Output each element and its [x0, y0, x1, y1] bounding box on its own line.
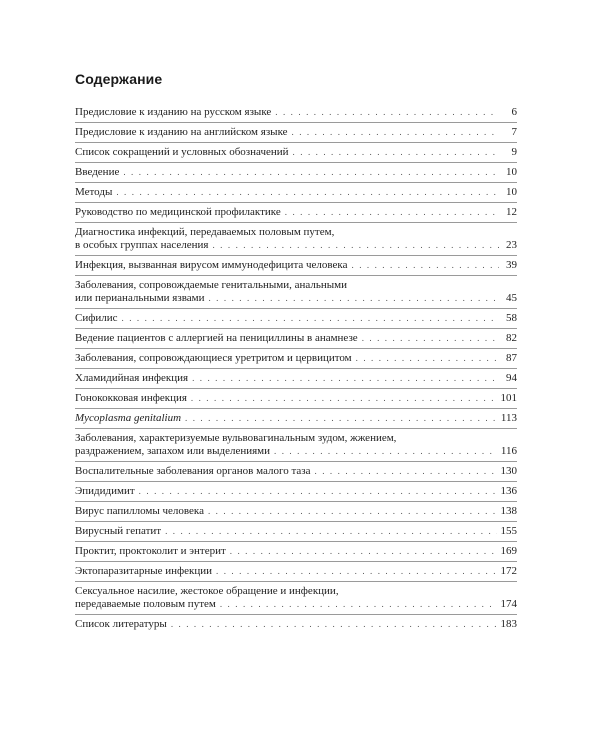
toc-entry-title: Предисловие к изданию на английском языке	[75, 126, 288, 138]
toc-entry[interactable]	[75, 143, 517, 163]
toc-dot-leader	[192, 372, 499, 385]
toc-entry[interactable]	[75, 276, 517, 309]
toc-entry-line-continued	[75, 432, 517, 445]
toc-entry[interactable]	[75, 522, 517, 542]
toc-entry-title: Диагностика инфекций, передаваемых половым путем,	[75, 226, 335, 238]
toc-entry-line	[75, 146, 517, 159]
toc-page-number: 172	[500, 565, 517, 577]
toc-dot-leader	[139, 485, 497, 498]
toc-entry-line	[75, 465, 517, 478]
toc-entry-line	[75, 412, 517, 425]
toc-entry[interactable]	[75, 256, 517, 276]
toc-page-number: 130	[500, 465, 517, 477]
toc-page-number: 101	[500, 392, 517, 404]
toc-entry-line	[75, 352, 517, 365]
toc-entry[interactable]	[75, 163, 517, 183]
toc-dot-leader	[216, 565, 496, 578]
toc-entry[interactable]	[75, 409, 517, 429]
toc-page-number: 138	[500, 505, 517, 517]
toc-page-number: 6	[511, 106, 517, 118]
toc-entry-title: Ведение пациентов с аллергией на пенициллины в анамнезе	[75, 332, 358, 344]
toc-entry-line	[75, 545, 517, 558]
toc-page-number: 82	[506, 332, 517, 344]
toc-entry-title: Заболевания, характеризуемые вульвовагинальным зудом, жжением,	[75, 432, 397, 444]
toc-entry-title: Введение	[75, 166, 120, 178]
toc-entry[interactable]	[75, 183, 517, 203]
toc-entry-line	[75, 598, 517, 611]
toc-page-number: 58	[506, 312, 517, 324]
toc-page-number: 155	[500, 525, 517, 537]
toc-entry-line-continued	[75, 279, 517, 292]
page-title: Содержание	[75, 71, 163, 87]
toc-entry-line-continued	[75, 585, 517, 598]
toc-entry[interactable]	[75, 542, 517, 562]
toc-dot-leader	[212, 239, 499, 252]
toc-entry-title: Инфекция, вызванная вирусом иммунодефицита человека	[75, 259, 348, 271]
toc-entry[interactable]	[75, 502, 517, 522]
toc-page-number: 9	[511, 146, 517, 158]
toc-dot-leader	[220, 598, 497, 611]
toc-dot-leader	[315, 465, 497, 478]
toc-entry[interactable]	[75, 223, 517, 256]
toc-entry[interactable]	[75, 429, 517, 462]
toc-dot-leader	[122, 312, 500, 325]
toc-entry-line	[75, 259, 517, 272]
toc-page-number: 23	[506, 239, 517, 251]
toc-entry-title: Хламидийная инфекция	[75, 372, 189, 384]
toc-entry-line	[75, 312, 517, 325]
toc-entry-title: Mycoplasma genitalium	[75, 412, 182, 424]
toc-entry-title: Методы	[75, 186, 113, 198]
toc-dot-leader	[293, 146, 499, 159]
toc-entry[interactable]	[75, 103, 517, 123]
toc-dot-leader	[208, 505, 497, 518]
toc-entry-line	[75, 618, 517, 631]
toc-page-number: 12	[506, 206, 517, 218]
toc-dot-leader	[165, 525, 496, 538]
toc-entry-title: Руководство по медицинской профилактике	[75, 206, 281, 218]
toc-entry-title: Заболевания, сопровождающиеся уретритом и цервицитом	[75, 352, 352, 364]
toc-dot-leader	[185, 412, 497, 425]
toc-entry[interactable]	[75, 309, 517, 329]
toc-entry-line	[75, 239, 517, 252]
toc-page-number: 10	[506, 166, 517, 178]
table-of-contents	[75, 103, 517, 634]
toc-entry-title: Сифилис	[75, 312, 118, 324]
toc-entry-title: в особых группах населения	[75, 239, 209, 251]
toc-page-number: 39	[506, 259, 517, 271]
toc-entry-title: Эктопаразитарные инфекции	[75, 565, 213, 577]
toc-entry[interactable]	[75, 203, 517, 223]
toc-entry-line	[75, 445, 517, 458]
toc-dot-leader	[191, 392, 497, 405]
toc-page-number: 94	[506, 372, 517, 384]
toc-entry-title: Вирус папилломы человека	[75, 505, 204, 517]
toc-page-number: 136	[500, 485, 517, 497]
toc-entry[interactable]	[75, 329, 517, 349]
toc-page-number: 10	[506, 186, 517, 198]
toc-entry-title: Предисловие к изданию на русском языке	[75, 106, 272, 118]
toc-entry[interactable]	[75, 369, 517, 389]
toc-dot-leader	[285, 206, 499, 219]
toc-entry[interactable]	[75, 582, 517, 615]
toc-page-number: 87	[506, 352, 517, 364]
toc-entry-line	[75, 106, 517, 119]
toc-entry-line	[75, 565, 517, 578]
toc-dot-leader	[362, 332, 499, 345]
toc-entry-title: Список литературы	[75, 618, 167, 630]
toc-entry-title: Воспалительные заболевания органов малого таза	[75, 465, 311, 477]
toc-dot-leader	[116, 186, 499, 199]
toc-dot-leader	[356, 352, 499, 365]
toc-entry[interactable]	[75, 123, 517, 143]
toc-page-number: 174	[500, 598, 517, 610]
toc-entry[interactable]	[75, 349, 517, 369]
toc-page-number: 113	[500, 412, 517, 424]
toc-entry[interactable]	[75, 462, 517, 482]
toc-entry-title: передаваемые половым путем	[75, 598, 216, 610]
toc-entry-line	[75, 372, 517, 385]
toc-entry-title: раздражением, запахом или выделениями	[75, 445, 271, 457]
toc-entry[interactable]	[75, 482, 517, 502]
toc-dot-leader	[274, 445, 497, 458]
toc-entry-line	[75, 186, 517, 199]
toc-page-number: 183	[500, 618, 517, 630]
toc-entry-title: Сексуальное насилие, жестокое обращение и инфекции,	[75, 585, 339, 597]
toc-entry-title: Проктит, проктоколит и энтерит	[75, 545, 226, 557]
toc-entry-title: Гонококковая инфекция	[75, 392, 187, 404]
toc-entry-title: Заболевания, сопровождаемые генитальными, анальными	[75, 279, 347, 291]
toc-dot-leader	[230, 545, 497, 558]
toc-entry-title: Вирусный гепатит	[75, 525, 162, 537]
toc-dot-leader	[123, 166, 499, 179]
toc-dot-leader	[275, 106, 499, 119]
toc-entry-line	[75, 505, 517, 518]
toc-entry-line	[75, 525, 517, 538]
toc-entry[interactable]	[75, 615, 517, 634]
toc-page-number: 45	[506, 292, 517, 304]
toc-dot-leader	[292, 126, 499, 139]
toc-entry-line	[75, 485, 517, 498]
toc-entry-line	[75, 292, 517, 305]
toc-page-number: 7	[511, 126, 517, 138]
toc-entry-line	[75, 126, 517, 139]
toc-entry-line	[75, 332, 517, 345]
toc-entry-line	[75, 392, 517, 405]
toc-dot-leader	[352, 259, 500, 272]
toc-dot-leader	[208, 292, 499, 305]
toc-dot-leader	[171, 618, 497, 631]
toc-entry-title: Список сокращений и условных обозначений	[75, 146, 289, 158]
toc-page-number: 116	[500, 445, 517, 457]
toc-page-number: 169	[500, 545, 517, 557]
toc-entry-line	[75, 206, 517, 219]
toc-entry-title: Эпидидимит	[75, 485, 135, 497]
toc-entry[interactable]	[75, 562, 517, 582]
toc-entry-title: или перианальными язвами	[75, 292, 205, 304]
toc-entry[interactable]	[75, 389, 517, 409]
toc-entry-line	[75, 166, 517, 179]
toc-entry-line-continued	[75, 226, 517, 239]
